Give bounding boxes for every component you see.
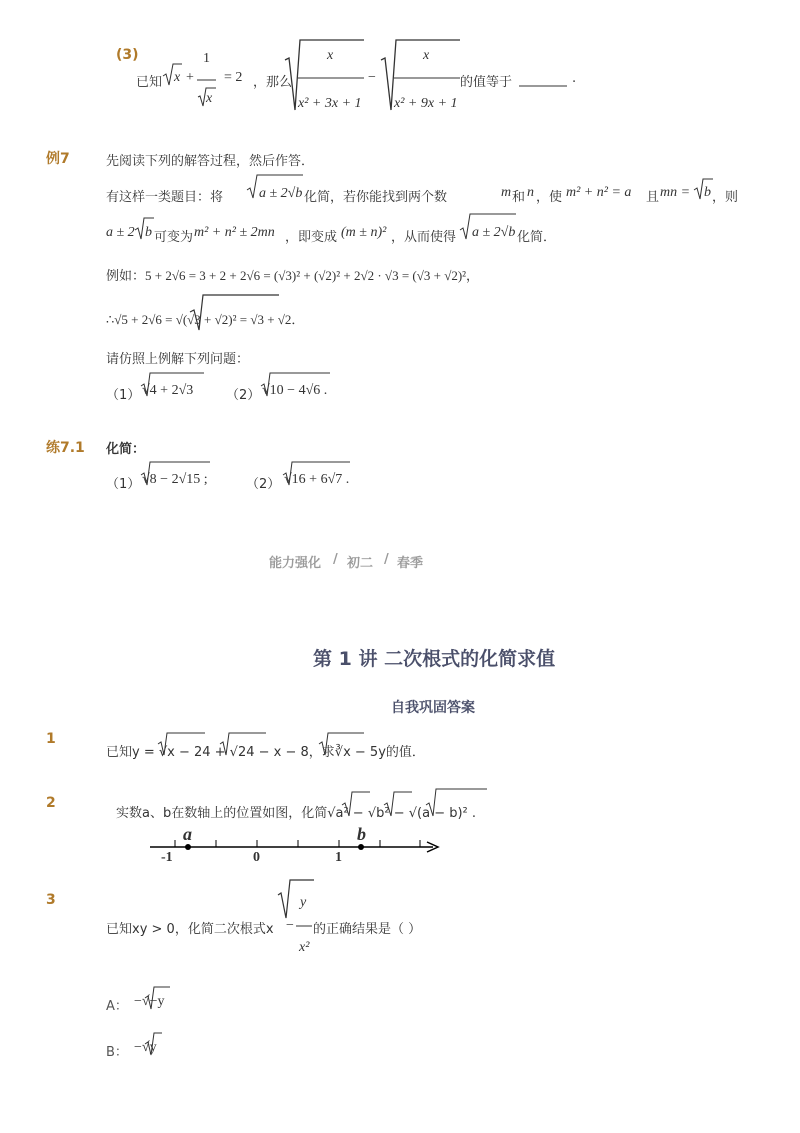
math-expression: √4 + 2√3 — [142, 383, 194, 398]
question-text: 实数a、b在数轴上的位置如图，化简√a² − √b² − √(a − b)² . — [116, 806, 477, 821]
question-text: 已知xy > 0，化简二次根式x — [106, 922, 274, 937]
example-text: ，从而使得 — [391, 230, 457, 245]
math-expression: (m ± n)² — [341, 225, 387, 240]
fraction-denominator: x² + 9x + 1 — [394, 96, 458, 111]
math-expression: a ± 2 — [106, 225, 135, 240]
question-text: 的正确结果是（ ） — [313, 922, 422, 937]
question-text: 的值等于 — [460, 75, 513, 90]
example-intro: 先阅读下列的解答过程，然后作答． — [106, 154, 315, 169]
fraction-numerator: x — [423, 48, 430, 63]
example-text: 请仿照上例解下列问题： — [106, 352, 250, 367]
math-radicand: a ± 2√b — [472, 225, 516, 240]
example-text: 化简． — [517, 230, 557, 245]
fraction-numerator: 1 — [203, 51, 210, 66]
number-line-label-a: a — [183, 824, 192, 844]
math-expression: m² + n² ± 2mn — [194, 225, 275, 240]
choice-b-expression[interactable]: −√y — [134, 1040, 157, 1055]
example-number: 例7 — [46, 151, 70, 167]
point-b — [358, 844, 364, 850]
example-text: 且 — [646, 190, 660, 205]
math-expression: √10 − 4√6 . — [262, 383, 328, 398]
math-expression: mn = — [660, 185, 691, 200]
math-minus: − — [368, 70, 376, 85]
math-equals: = 2 — [224, 70, 243, 85]
question-number: 1 — [46, 731, 56, 747]
footer-separator: / — [333, 552, 338, 567]
point-a — [185, 844, 191, 850]
exercise-label: 化简： — [106, 442, 146, 457]
math-x: x — [174, 70, 181, 85]
question-period: . — [572, 71, 577, 86]
fraction-numerator: x — [327, 48, 334, 63]
number-line-label-b: b — [357, 824, 366, 844]
question-text: 已知y = √x − 24 + √24 − x − 8，求∛x − 5y的值． — [106, 745, 425, 760]
example-line: 例如：5 + 2√6 = 3 + 2 + 2√6 = (√3)² + (√2)² + 2√2 · √3 = (√3 + √2)²， — [106, 268, 480, 283]
fraction-denominator: x — [206, 91, 213, 106]
footer-term: 春季 — [397, 556, 424, 571]
example-text: ，使 — [536, 190, 563, 205]
exercise-number: 练7.1 — [46, 440, 85, 456]
example-line: ∴√5 + 2√6 = √(√3 + √2)² = √3 + √2． — [106, 312, 305, 327]
example-text: 和 — [512, 190, 526, 205]
question-number: 3 — [46, 892, 56, 908]
math-minus: − — [286, 918, 294, 933]
example-text: ，则 — [712, 190, 739, 205]
example-text: ，即变成 — [285, 230, 338, 245]
number-line-tick-label: -1 — [161, 850, 173, 865]
math-b: b — [704, 185, 711, 200]
example-text: 可变为 — [154, 230, 194, 245]
math-expression: √16 + 6√7 . — [284, 472, 350, 487]
math-b: b — [145, 225, 152, 240]
math-expression: √8 − 2√15 ; — [142, 472, 208, 487]
choice-a-label[interactable]: A： — [106, 999, 128, 1014]
choice-a-expression[interactable]: −√−y — [134, 994, 165, 1009]
fraction-denominator: x² + 3x + 1 — [298, 96, 362, 111]
question-number: 2 — [46, 795, 56, 811]
question-text: ，那么 — [253, 75, 293, 90]
fraction-numerator: y — [300, 895, 307, 910]
part-label: （2） — [246, 477, 281, 492]
part-label: （2） — [226, 388, 261, 403]
footer-separator: / — [384, 552, 389, 567]
math-expression: m² + n² = a — [566, 185, 632, 200]
math-m: m — [501, 185, 512, 200]
question-number: (3) — [116, 47, 139, 63]
section-subtitle: 自我巩固答案 — [391, 700, 475, 716]
footer-grade: 初二 — [347, 556, 374, 571]
lecture-title: 第 1 讲 二次根式的化简求值 — [313, 648, 556, 670]
question-prefix: 已知 — [136, 75, 163, 90]
math-radicand: a ± 2√b — [259, 186, 303, 201]
part-label: （1） — [106, 388, 141, 403]
example-text: 化简，若你能找到两个数 — [304, 190, 448, 205]
footer-subject: 能力强化 — [269, 556, 322, 571]
number-line-tick-label: 0 — [253, 850, 260, 865]
choice-b-label[interactable]: B： — [106, 1045, 128, 1060]
number-line-tick-label: 1 — [335, 850, 342, 865]
example-text: 有这样一类题目：将 — [106, 190, 224, 205]
part-label: （1） — [106, 477, 141, 492]
fraction-denominator: x² — [299, 940, 310, 955]
math-n: n — [527, 185, 534, 200]
math-plus: + — [186, 70, 194, 85]
